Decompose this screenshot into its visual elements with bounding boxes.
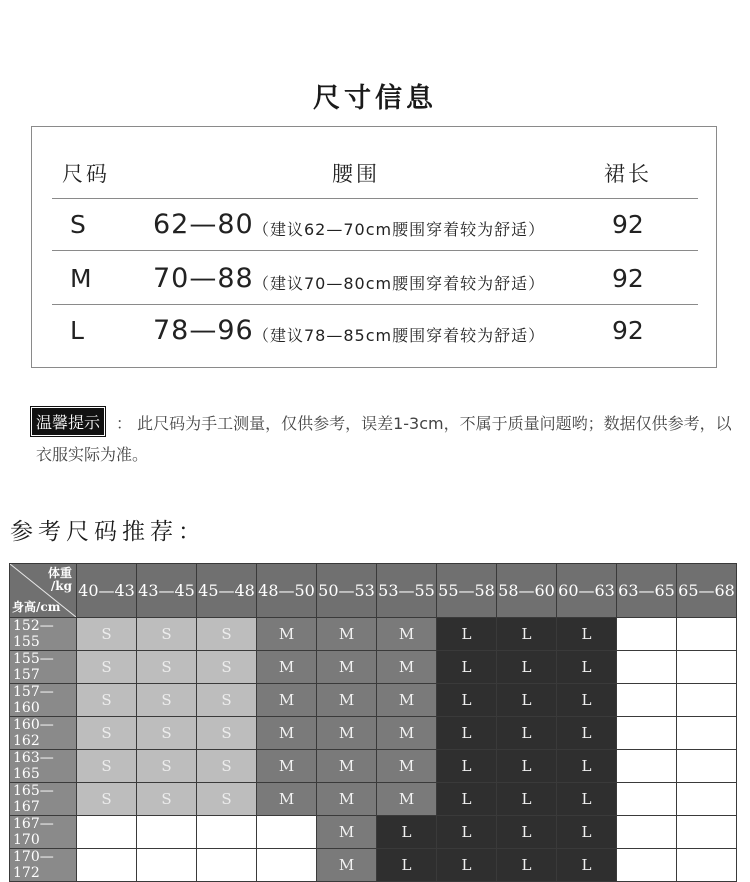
size-cell-l: L (437, 750, 497, 783)
weight-header-row (10, 564, 737, 618)
waist-range: 62—80 (153, 209, 254, 240)
size-cell-empty (77, 816, 137, 849)
size-cell-m: M (257, 717, 317, 750)
size-cell-l: L (557, 717, 617, 750)
size-cell-m: M (257, 618, 317, 651)
size-cell-empty (677, 651, 737, 684)
size-cell-l: L (497, 849, 557, 882)
size-cell-s: S (137, 651, 197, 684)
tip-badge: 温馨提示 (31, 407, 105, 436)
size-cell-s: S (197, 651, 257, 684)
size-cell-s: S (137, 717, 197, 750)
waist-note: （建议70—80cm腰围穿着较为舒适） (253, 274, 546, 293)
size-cell-l: L (437, 684, 497, 717)
size-cell-empty (257, 816, 317, 849)
size-cell-l: L (557, 783, 617, 816)
height-range-cell: 160—162 (10, 717, 77, 750)
row-divider (52, 304, 698, 305)
size-label: S (70, 210, 86, 239)
size-cell-l: L (437, 849, 497, 882)
size-cell-empty (677, 849, 737, 882)
size-cell-empty (617, 651, 677, 684)
size-cell-empty (617, 618, 677, 651)
size-cell-s: S (137, 783, 197, 816)
weight-column-header: 55—58 (437, 564, 497, 618)
size-cell-l: L (557, 684, 617, 717)
size-cell-m: M (377, 651, 437, 684)
size-cell-m: M (377, 750, 437, 783)
table-row (10, 783, 737, 816)
size-cell-m: M (257, 783, 317, 816)
corner-cell (10, 564, 77, 618)
size-cell-s: S (137, 618, 197, 651)
size-cell-l: L (437, 618, 497, 651)
size-cell-s: S (77, 717, 137, 750)
height-range-cell: 155—157 (10, 651, 77, 684)
size-cell-m: M (377, 783, 437, 816)
size-cell-empty (677, 684, 737, 717)
skirt-length: 92 (612, 264, 644, 293)
height-range-cell: 165—167 (10, 783, 77, 816)
table-row (10, 684, 737, 717)
waist-note: （建议62—70cm腰围穿着较为舒适） (253, 220, 546, 239)
skirt-length: 92 (612, 316, 644, 345)
size-cell-l: L (437, 651, 497, 684)
weight-column-header: 50—53 (317, 564, 377, 618)
size-cell-m: M (257, 684, 317, 717)
weight-column-header: 63—65 (617, 564, 677, 618)
height-range-cell: 157—160 (10, 684, 77, 717)
size-cell-m: M (317, 618, 377, 651)
size-cell-l: L (437, 783, 497, 816)
size-cell-m: M (317, 684, 377, 717)
size-cell-m: M (317, 750, 377, 783)
waist-range: 70—88 (153, 263, 254, 294)
weight-column-header: 48—50 (257, 564, 317, 618)
size-cell-m: M (257, 651, 317, 684)
size-cell-m: M (257, 750, 317, 783)
size-cell-empty (677, 750, 737, 783)
size-cell-empty (617, 717, 677, 750)
size-label: M (70, 264, 92, 293)
waist-note: （建议78—85cm腰围穿着较为舒适） (253, 326, 546, 345)
size-cell-s: S (77, 618, 137, 651)
size-cell-s: S (197, 783, 257, 816)
size-cell-empty (137, 849, 197, 882)
size-cell-empty (197, 849, 257, 882)
size-cell-m: M (317, 783, 377, 816)
size-cell-s: S (77, 783, 137, 816)
weight-column-header: 53—55 (377, 564, 437, 618)
header-waist: 腰围 (332, 162, 380, 186)
corner-weight: 体重 (47, 566, 72, 580)
size-cell-empty (257, 849, 317, 882)
size-cell-l: L (377, 849, 437, 882)
size-cell-m: M (377, 717, 437, 750)
weight-column-header: 65—68 (677, 564, 737, 618)
header-length: 裙长 (604, 162, 652, 186)
waist-range: 78—96 (153, 315, 254, 346)
size-cell-l: L (557, 849, 617, 882)
size-recommend-table (9, 563, 737, 882)
row-divider (52, 198, 698, 199)
row-divider (52, 250, 698, 251)
size-cell-l: L (497, 618, 557, 651)
height-range-cell: 163—165 (10, 750, 77, 783)
size-cell-s: S (137, 684, 197, 717)
size-cell-empty (197, 816, 257, 849)
size-cell-s: S (77, 750, 137, 783)
size-cell-m: M (317, 651, 377, 684)
size-cell-empty (137, 816, 197, 849)
corner-weight-label (48, 567, 72, 593)
size-cell-m: M (377, 684, 437, 717)
size-cell-s: S (197, 717, 257, 750)
size-cell-l: L (497, 750, 557, 783)
height-range-cell: 170—172 (10, 849, 77, 882)
recommend-title: 参考尺码推荐： (10, 519, 206, 545)
size-cell-l: L (377, 816, 437, 849)
size-cell-empty (617, 816, 677, 849)
size-cell-m: M (317, 849, 377, 882)
table-row (10, 651, 737, 684)
weight-column-header: 40—43 (77, 564, 137, 618)
table-row (10, 816, 737, 849)
table-row (10, 750, 737, 783)
table-row (10, 618, 737, 651)
height-range-cell: 167—170 (10, 816, 77, 849)
size-cell-s: S (197, 684, 257, 717)
corner-unit: /kg (50, 579, 72, 593)
size-cell-m: M (317, 816, 377, 849)
size-cell-s: S (137, 750, 197, 783)
size-cell-empty (677, 816, 737, 849)
size-cell-l: L (437, 717, 497, 750)
size-cell-l: L (497, 684, 557, 717)
size-cell-l: L (497, 816, 557, 849)
size-cell-empty (677, 618, 737, 651)
height-range-cell: 152—155 (10, 618, 77, 651)
weight-column-header: 43—45 (137, 564, 197, 618)
page-title: 尺寸信息 (313, 83, 437, 114)
size-cell-empty (617, 783, 677, 816)
size-cell-m: M (377, 618, 437, 651)
size-cell-l: L (557, 816, 617, 849)
size-cell-m: M (317, 717, 377, 750)
size-cell-s: S (77, 651, 137, 684)
weight-column-header: 58—60 (497, 564, 557, 618)
size-label: L (70, 316, 84, 345)
size-cell-s: S (197, 750, 257, 783)
size-cell-empty (677, 717, 737, 750)
size-cell-s: S (197, 618, 257, 651)
table-row (10, 849, 737, 882)
size-cell-l: L (557, 651, 617, 684)
size-cell-l: L (497, 651, 557, 684)
size-cell-l: L (497, 717, 557, 750)
size-cell-empty (617, 750, 677, 783)
size-cell-empty (617, 849, 677, 882)
size-cell-l: L (557, 750, 617, 783)
weight-column-header: 45—48 (197, 564, 257, 618)
size-cell-l: L (497, 783, 557, 816)
size-cell-empty (617, 684, 677, 717)
tip-text: ： 此尺码为手工测量，仅供参考，误差1-3cm，不属于质量问题哟；数据仅供参考，以衣服实际为准。 (36, 414, 732, 464)
size-cell-l: L (557, 618, 617, 651)
corner-height-label: 身高/cm (12, 600, 61, 614)
size-cell-s: S (77, 684, 137, 717)
table-row (10, 717, 737, 750)
weight-column-header: 60—63 (557, 564, 617, 618)
header-size: 尺码 (62, 162, 110, 186)
size-cell-empty (677, 783, 737, 816)
size-cell-empty (77, 849, 137, 882)
skirt-length: 92 (612, 210, 644, 239)
size-cell-l: L (437, 816, 497, 849)
